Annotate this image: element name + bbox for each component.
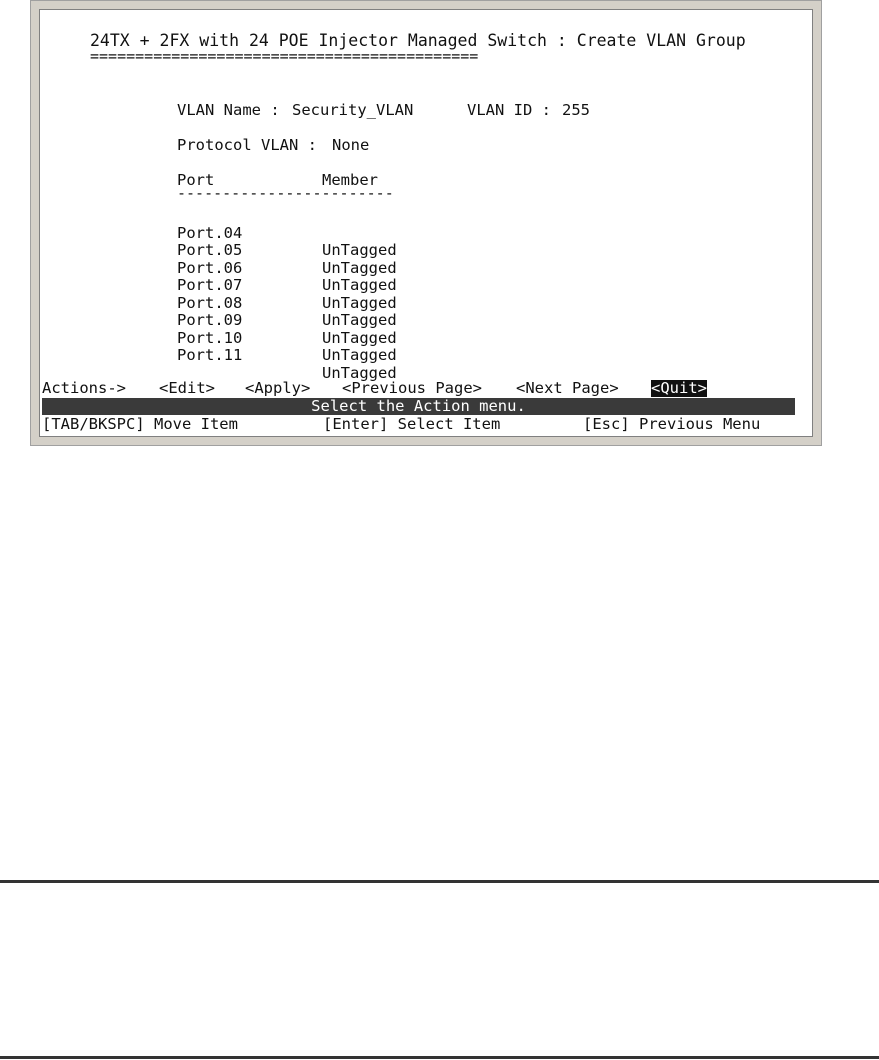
- member-cell[interactable]: UnTagged: [322, 363, 397, 382]
- member-cell[interactable]: UnTagged: [322, 293, 397, 312]
- edit-action[interactable]: <Edit>: [159, 379, 215, 397]
- member-cell[interactable]: UnTagged: [322, 311, 397, 329]
- status-bar: Select the Action menu.: [42, 398, 795, 415]
- help-bar: [42, 416, 802, 433]
- port-cell: Port.11: [177, 346, 243, 364]
- port-column-header: Port: [177, 171, 215, 189]
- table-row: [177, 330, 397, 382]
- port-member-table: [177, 207, 397, 382]
- port-cell: Port.05: [177, 241, 243, 259]
- actions-label: Actions->: [42, 379, 126, 397]
- port-cell: Port.08: [177, 293, 243, 312]
- previous-page-action[interactable]: <Previous Page>: [342, 379, 482, 397]
- page-divider-top: [0, 880, 879, 883]
- member-cell[interactable]: UnTagged: [322, 241, 397, 259]
- table-header-rule: ------------------------: [177, 184, 394, 202]
- port-cell: Port.07: [177, 276, 243, 294]
- title-underline: ===========================================: [90, 47, 479, 65]
- next-page-action[interactable]: <Next Page>: [516, 379, 619, 397]
- move-item-hint: [TAB/BKSPC] Move Item: [42, 415, 238, 433]
- member-cell[interactable]: UnTagged: [322, 276, 397, 294]
- page-title: 24TX + 2FX with 24 POE Injector Managed Switch : Create VLAN Group: [90, 31, 746, 50]
- terminal-window-frame: [30, 0, 822, 446]
- member-cell[interactable]: UnTagged: [322, 258, 397, 277]
- vlan-id-field[interactable]: 255: [562, 101, 590, 119]
- vlan-name-field[interactable]: Security_VLAN: [292, 101, 414, 119]
- quit-action[interactable]: <Quit>: [651, 379, 707, 397]
- vlan-name-label: VLAN Name :: [177, 101, 280, 119]
- terminal-screen: [39, 9, 813, 437]
- actions-menu: [42, 380, 802, 397]
- page-divider-bottom: [0, 1056, 879, 1059]
- vlan-id-label: VLAN ID :: [467, 101, 551, 119]
- port-cell: Port.09: [177, 311, 243, 329]
- previous-menu-hint: [Esc] Previous Menu: [583, 415, 761, 433]
- protocol-vlan-label: Protocol VLAN :: [177, 136, 317, 154]
- member-cell[interactable]: UnTagged: [322, 346, 397, 364]
- port-cell: Port.06: [177, 258, 243, 277]
- protocol-vlan-field[interactable]: None: [332, 136, 370, 154]
- port-cell: Port.10: [177, 328, 243, 347]
- member-column-header: Member: [322, 171, 378, 189]
- port-cell: Port.04: [177, 223, 243, 242]
- apply-action[interactable]: <Apply>: [245, 379, 311, 397]
- member-cell[interactable]: UnTagged: [322, 328, 397, 347]
- select-item-hint: [Enter] Select Item: [323, 415, 501, 433]
